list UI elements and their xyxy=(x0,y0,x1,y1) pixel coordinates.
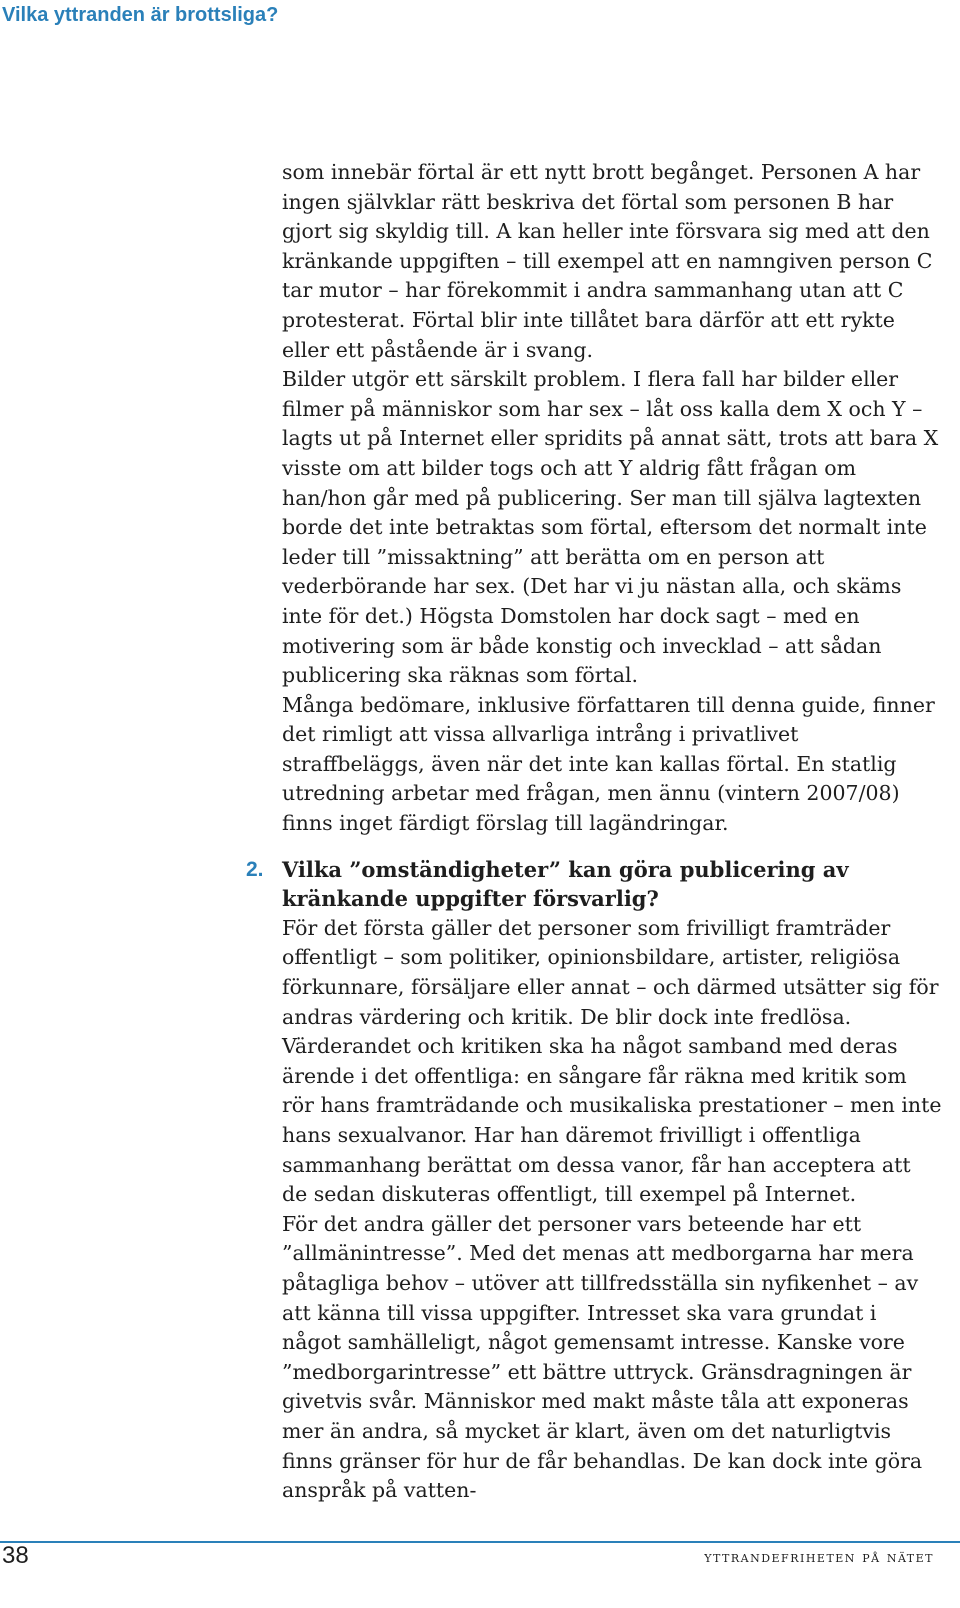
body-text xyxy=(246,158,942,1506)
footer-publication-title: yttrandefriheten på nätet xyxy=(704,1548,934,1566)
paragraph: Bilder utgör ett särskilt problem. I flera fall har bilder eller filmer på människor som har sex – låt oss kalla dem X och Y – lagts ut på Internet eller spridits på annat sätt, trots att bara X visste om att bilder togs och att Y aldrig fått frågan om han/hon går med på publicering. Ser man till själva lagtexten borde det inte betraktas som förtal, eftersom det normalt inte leder till ”missaktning” att berätta om en person att vederbörande har sex. (Det har vi ju nästan alla, och skäms inte för det.) Högsta Domstolen har dock sagt – med en motivering som är både konstig och invecklad – att sådan publicering ska räknas som förtal. xyxy=(282,367,939,688)
section-number: 2. xyxy=(246,857,264,881)
section-heading xyxy=(246,855,942,914)
paragraph: För det första gäller det personer som frivilligt framträder offentligt – som politiker, opinionsbildare, artister, religiösa förkunnare, försäljare eller annat – och därmed utsätter sig för andras värdering och kritik. De blir dock inte fredlösa. Värderandet och kritiken ska ha något samband med deras ärende i det offentliga: en sångare får räkna med kritik som rör hans framträdande och musikaliska prestationer – men inte hans sexualvanor. Har han däremot frivilligt i offentliga sammanhang berättat om dessa vanor, får han acceptera att de sedan diskuteras offentligt, till exempel på Internet. xyxy=(282,915,942,1207)
paragraph: som innebär förtal är ett nytt brott begånget. Personen A har ingen självklar rätt beskriva det förtal som personen B har gjort sig skyldig till. A kan heller inte försvara sig med att den kränkande uppgiften – till exempel att en namngiven person C tar mutor – har förekommit i andra sammanhang utan att C protesterat. Förtal blir inte tillåtet bara därför att ett rykte eller ett påstående är i svang. xyxy=(282,160,933,362)
running-head: Vilka yttranden är brottsliga? xyxy=(2,4,279,26)
paragraph: För det andra gäller det personer vars beteende har ett ”allmänintresse”. Med det menas att medborgarna har mera påtagliga behov – utöver att tillfredsställa sin nyfikenhet – av att känna till vissa uppgifter. Intresset ska vara grundat i något samhälleligt, något gemensamt intresse. Kanske vore ”medborgarintresse” ett bättre uttryck. Gränsdragningen är givetvis svår. Människor med makt måste tåla att exponeras mer än andra, så mycket är klart, även om det naturligtvis finns gränser för hur de får behandlas. De kan dock inte göra anspråk på vatten- xyxy=(282,1211,923,1503)
paragraph: Många bedömare, inklusive författaren till denna guide, finner det rimligt att vissa allvarliga intrång i privatlivet straffbeläggs, även när det inte kan kallas förtal. En statlig utredning arbetar med frågan, men ännu (vintern 2007/08) finns inget färdigt förslag till lagändringar. xyxy=(282,692,935,836)
page-number: 38 xyxy=(2,1542,29,1569)
section-heading-text: Vilka ”omständigheter” kan göra publicering av kränkande uppgifter försvarlig? xyxy=(282,856,849,912)
footer-rule xyxy=(0,1541,960,1543)
